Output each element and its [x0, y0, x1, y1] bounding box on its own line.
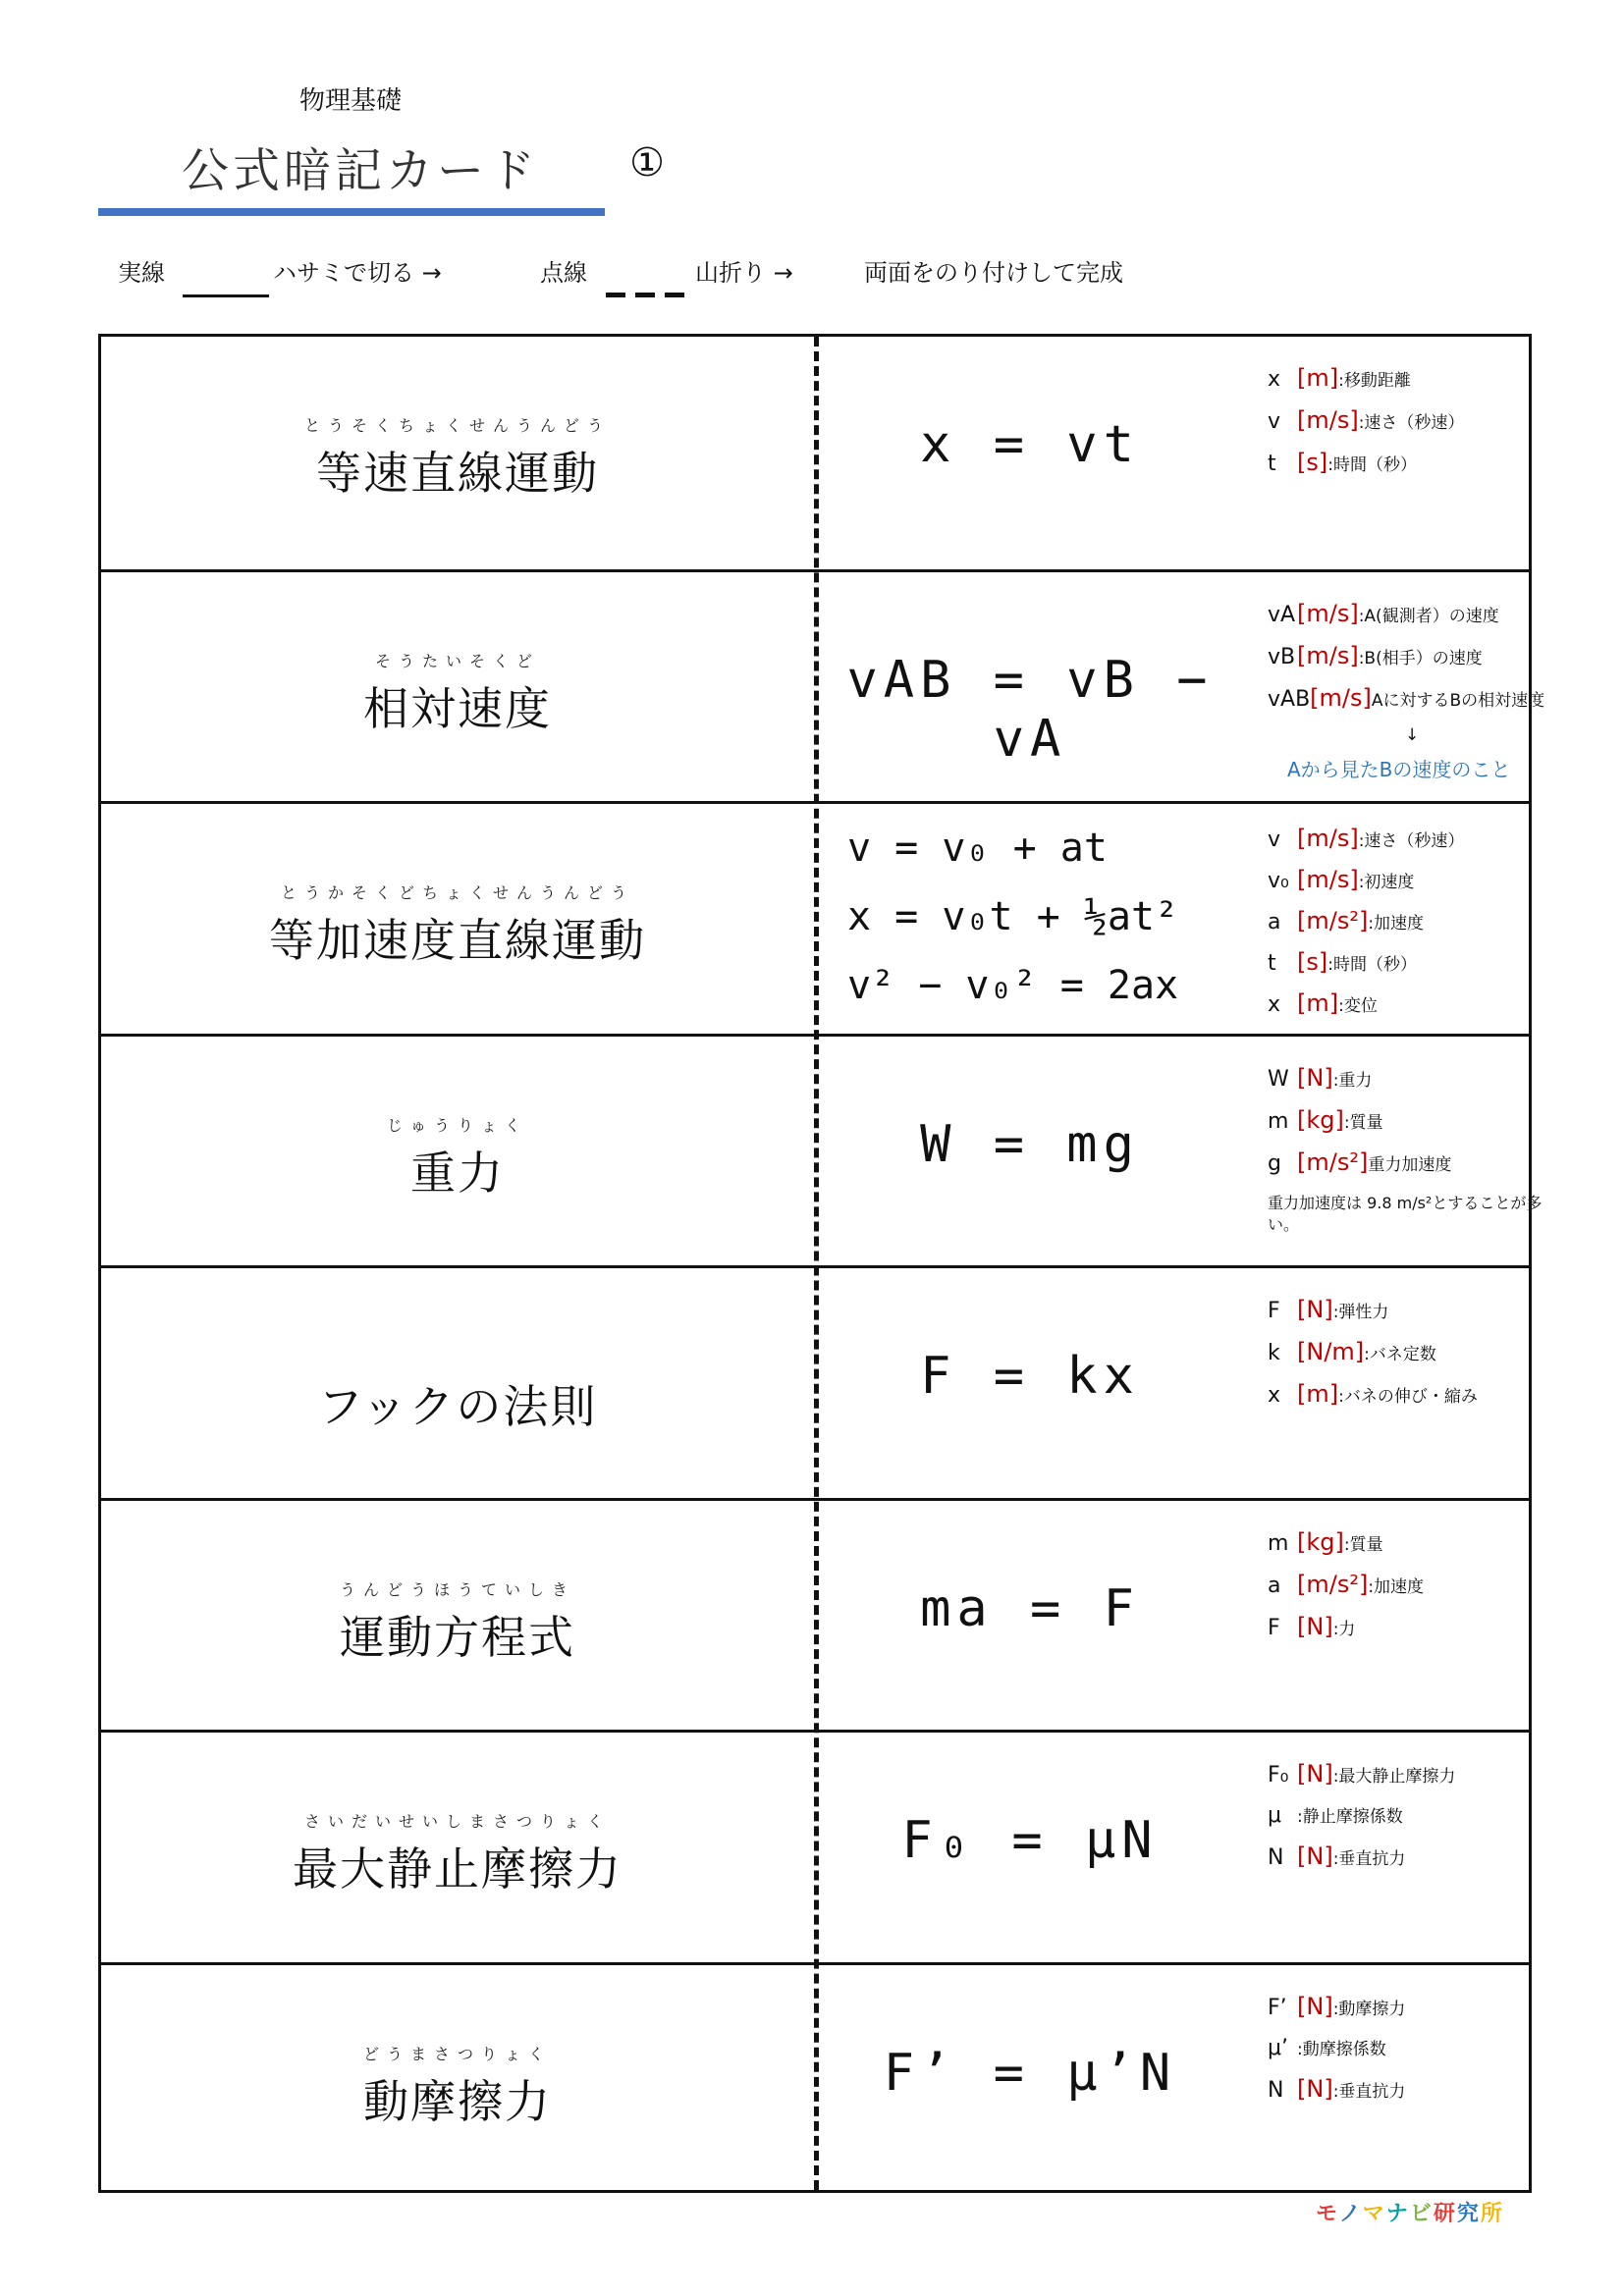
- legend-line: [1268, 400, 1464, 443]
- card-formula: F = kx: [920, 1347, 1140, 1406]
- legend-line: [1268, 1143, 1562, 1185]
- logo-char: ノ: [1338, 2202, 1363, 2226]
- legend-line: [1268, 1607, 1424, 1649]
- card-row: [101, 801, 1529, 1034]
- legend-description: :A(観測者）の速度: [1358, 606, 1499, 626]
- logo-char: 究: [1456, 2202, 1481, 2226]
- solid-line-action: ハサミで切る →: [273, 259, 442, 287]
- legend-unit: [m]: [1297, 1380, 1339, 1408]
- legend-unit: [kg]: [1297, 1105, 1344, 1134]
- legend-symbol: x: [1268, 1383, 1281, 1408]
- page-title: 公式暗記カード: [182, 143, 540, 198]
- card-legend: [1268, 1987, 1405, 2111]
- legend-symbol: F: [1268, 1299, 1280, 1323]
- card-term: [101, 1809, 814, 1898]
- term-ruby: さいだいせいしまさつりょく: [303, 1812, 611, 1831]
- final-instruction: 両面をのり付けして完成: [864, 259, 1123, 287]
- solid-line-label: 実線: [118, 259, 165, 287]
- legend-description: :加速度: [1368, 1576, 1425, 1597]
- term-ruby: うんどうほうていしき: [339, 1579, 575, 1599]
- legend-description: :重力: [1332, 1070, 1373, 1091]
- legend-unit: [m/s²]: [1297, 1148, 1369, 1176]
- formula-line: v² − v₀² = 2ax: [847, 963, 1179, 1008]
- card-legend: [1268, 1058, 1562, 1236]
- legend-line: [1268, 820, 1464, 861]
- legend-unit: [N]: [1297, 1992, 1333, 2020]
- formula-line: v = v₀ + at: [847, 826, 1108, 871]
- card-row: [101, 569, 1545, 802]
- card-term: [101, 1113, 814, 1202]
- legend-unit: [N]: [1297, 1296, 1333, 1323]
- legend-unit: [N]: [1297, 1842, 1333, 1870]
- term-text: 等速直線運動: [316, 447, 599, 500]
- legend-line: [1268, 1987, 1405, 2029]
- logo-char: ビ: [1409, 2202, 1434, 2226]
- term-text: 最大静止摩擦力: [293, 1842, 623, 1896]
- legend-symbol: m: [1268, 1108, 1289, 1134]
- term-ruby: どうまさつりょく: [362, 2044, 552, 2063]
- legend-symbol: v: [1268, 409, 1281, 434]
- title-underline: [98, 208, 605, 216]
- legend-unit: [N]: [1297, 1760, 1333, 1788]
- legend-description: Aに対するBの相対速度: [1371, 690, 1545, 711]
- legend-unit: [m/s]: [1297, 866, 1359, 893]
- legend-description: :時間（秒）: [1327, 955, 1417, 975]
- legend-line: [1268, 1837, 1455, 1879]
- card-legend: [1268, 594, 1544, 789]
- legend-line: [1268, 1565, 1424, 1607]
- card-legend: [1268, 358, 1464, 485]
- legend-line: [1268, 678, 1544, 721]
- legend-description: :垂直抗力: [1332, 1849, 1406, 1869]
- legend-symbol: a: [1268, 910, 1281, 934]
- legend-symbol: vB: [1268, 644, 1296, 669]
- legend-unit: [kg]: [1297, 1527, 1344, 1556]
- term-text: 運動方程式: [340, 1610, 575, 1664]
- formula-line: x = v₀t + ½at²: [847, 894, 1179, 939]
- card-row: [101, 1265, 1529, 1498]
- legend-description: :初速度: [1358, 873, 1415, 892]
- legend-description: :垂直抗力: [1332, 2081, 1406, 2102]
- term-ruby: そうたいそくど: [374, 651, 540, 670]
- card-row: [101, 337, 1529, 569]
- legend-symbol: W: [1268, 1066, 1289, 1092]
- card-formula: vAB = vB − vA: [846, 650, 1214, 769]
- dashed-line-label: 点線: [540, 259, 587, 287]
- legend-unit: [s]: [1297, 449, 1328, 476]
- legend-line: [1268, 358, 1464, 400]
- legend-note: 重力加速度は 9.8 m/s²とすることが多い。: [1268, 1193, 1543, 1234]
- card-row: [101, 1498, 1529, 1731]
- legend-description: :速さ（秒速）: [1358, 413, 1465, 433]
- legend-symbol: m: [1268, 1530, 1289, 1556]
- legend-line: [1268, 1522, 1424, 1565]
- legend-unit: [m/s]: [1297, 641, 1359, 669]
- card-legend: [1268, 1290, 1478, 1416]
- legend-arrow: ↓: [1405, 724, 1420, 745]
- term-text: 動摩擦力: [363, 2074, 552, 2128]
- legend-unit: [N/m]: [1297, 1338, 1365, 1365]
- instructions-bar: [0, 253, 1624, 302]
- legend-unit: [m/s²]: [1297, 907, 1369, 934]
- legend-line: [1268, 985, 1464, 1026]
- legend-description: :弾性力: [1332, 1303, 1389, 1322]
- card-term: [101, 881, 814, 970]
- legend-line: [1268, 943, 1464, 985]
- legend-unit: [m/s]: [1310, 683, 1372, 712]
- legend-note: Aから見たBの速度のこと: [1287, 757, 1511, 781]
- legend-unit: [m]: [1297, 364, 1339, 392]
- legend-description: :バネの伸び・縮み: [1338, 1387, 1478, 1407]
- legend-line: [1268, 1796, 1455, 1837]
- legend-unit: [m/s]: [1297, 406, 1359, 434]
- legend-line: [1268, 1374, 1478, 1416]
- legend-line: [1268, 1058, 1562, 1100]
- legend-symbol: t: [1268, 452, 1276, 476]
- legend-line: [1268, 2029, 1405, 2069]
- legend-unit: [m]: [1297, 989, 1339, 1017]
- term-ruby: とうそくちょくせんうんどう: [303, 416, 611, 435]
- card-term: [101, 413, 814, 503]
- card-formula: x = vt: [920, 415, 1140, 474]
- legend-line: [1268, 1100, 1562, 1143]
- card-row: [101, 1962, 1529, 2195]
- legend-line: [1268, 1290, 1478, 1332]
- legend-line: [1268, 636, 1544, 678]
- legend-line: [1268, 861, 1464, 902]
- legend-symbol: v: [1268, 828, 1281, 852]
- legend-description: :速さ（秒速）: [1358, 831, 1465, 851]
- legend-description: :質量: [1343, 1534, 1383, 1555]
- term-ruby: とうかそくどちょくせんうんどう: [280, 883, 634, 902]
- term-ruby: じゅうりょく: [386, 1115, 528, 1135]
- card-row: [101, 1730, 1529, 1962]
- legend-unit: [s]: [1297, 948, 1328, 976]
- logo-char: 研: [1433, 2202, 1457, 2226]
- legend-symbol: g: [1268, 1150, 1281, 1176]
- legend-line: [1268, 2069, 1405, 2111]
- card-term: [101, 649, 814, 738]
- legend-unit: [N]: [1297, 1612, 1333, 1640]
- legend-symbol: F₀: [1268, 1763, 1289, 1788]
- legend-symbol: μ: [1268, 1803, 1281, 1828]
- term-text: フックの法則: [317, 1380, 598, 1433]
- legend-unit: [N]: [1297, 2074, 1333, 2103]
- legend-description: :静止摩擦係数: [1297, 1807, 1403, 1827]
- legend-symbol: F: [1268, 1615, 1280, 1640]
- legend-symbol: N: [1268, 1845, 1284, 1870]
- logo-char: 所: [1480, 2202, 1504, 2226]
- dashed-line-sample: [606, 293, 684, 297]
- legend-symbol: k: [1268, 1341, 1280, 1365]
- legend-unit: [m/s]: [1297, 825, 1359, 852]
- legend-description: :バネ定数: [1364, 1345, 1436, 1364]
- legend-description: :質量: [1343, 1112, 1383, 1133]
- legend-line: [1268, 1332, 1478, 1374]
- card-row: [101, 1034, 1543, 1266]
- legend-symbol: x: [1268, 992, 1281, 1017]
- card-formula: ma = F: [920, 1578, 1140, 1638]
- legend-description: :加速度: [1368, 914, 1425, 934]
- legend-symbol: v₀: [1268, 869, 1289, 893]
- term-text: 重力: [410, 1146, 505, 1200]
- card-term: [101, 1577, 814, 1667]
- legend-description: :動摩擦力: [1332, 1999, 1406, 2019]
- card-legend: [1268, 1522, 1424, 1649]
- logo-char: モ: [1316, 2202, 1339, 2226]
- legend-symbol: N: [1268, 2077, 1284, 2103]
- card-legend: [1268, 820, 1464, 1026]
- legend-description: :力: [1332, 1619, 1356, 1639]
- term-text: 等加速度直線運動: [269, 914, 646, 967]
- legend-description: 重力加速度: [1368, 1154, 1452, 1175]
- solid-line-sample: [183, 294, 269, 297]
- dashed-line-action: 山折り →: [695, 259, 793, 287]
- card-legend: [1268, 1754, 1455, 1879]
- legend-symbol: μ’: [1268, 2035, 1288, 2060]
- legend-line: [1268, 594, 1544, 636]
- legend-line: [1268, 902, 1464, 943]
- legend-description: :時間（秒）: [1327, 455, 1417, 475]
- card-number-badge: ①: [629, 140, 665, 186]
- legend-symbol: t: [1268, 951, 1276, 976]
- legend-description: :B(相手）の速度: [1358, 648, 1483, 668]
- legend-line: [1268, 443, 1464, 485]
- card-formula: F’ = μ’N: [883, 2043, 1177, 2103]
- logo-char: マ: [1362, 2202, 1386, 2226]
- card-formula: W = mg: [920, 1114, 1140, 1174]
- card-formula-lines: [847, 814, 1178, 1020]
- term-text: 相対速度: [363, 681, 552, 735]
- card-grid: [98, 334, 1545, 2193]
- legend-unit: [m/s²]: [1297, 1570, 1369, 1598]
- legend-symbol: x: [1268, 367, 1281, 392]
- footer-logo: [1316, 2197, 1504, 2227]
- legend-description: :変位: [1338, 996, 1378, 1016]
- legend-unit: [m/s]: [1297, 599, 1359, 627]
- card-term: [101, 2042, 814, 2131]
- legend-symbol: a: [1268, 1573, 1281, 1598]
- subject-label: 物理基礎: [299, 86, 403, 116]
- legend-unit: [N]: [1297, 1063, 1333, 1092]
- legend-symbol: vAB: [1268, 686, 1311, 712]
- legend-line: [1268, 1754, 1455, 1796]
- card-term: [101, 1371, 814, 1436]
- legend-description: :動摩擦係数: [1297, 2039, 1386, 2059]
- legend-description: :移動距離: [1338, 371, 1411, 391]
- logo-char: ナ: [1385, 2202, 1410, 2226]
- legend-description: :最大静止摩擦力: [1332, 1767, 1456, 1787]
- legend-symbol: vA: [1268, 602, 1296, 627]
- legend-symbol: F’: [1268, 1995, 1287, 2020]
- card-formula: F₀ = μN: [901, 1811, 1159, 1870]
